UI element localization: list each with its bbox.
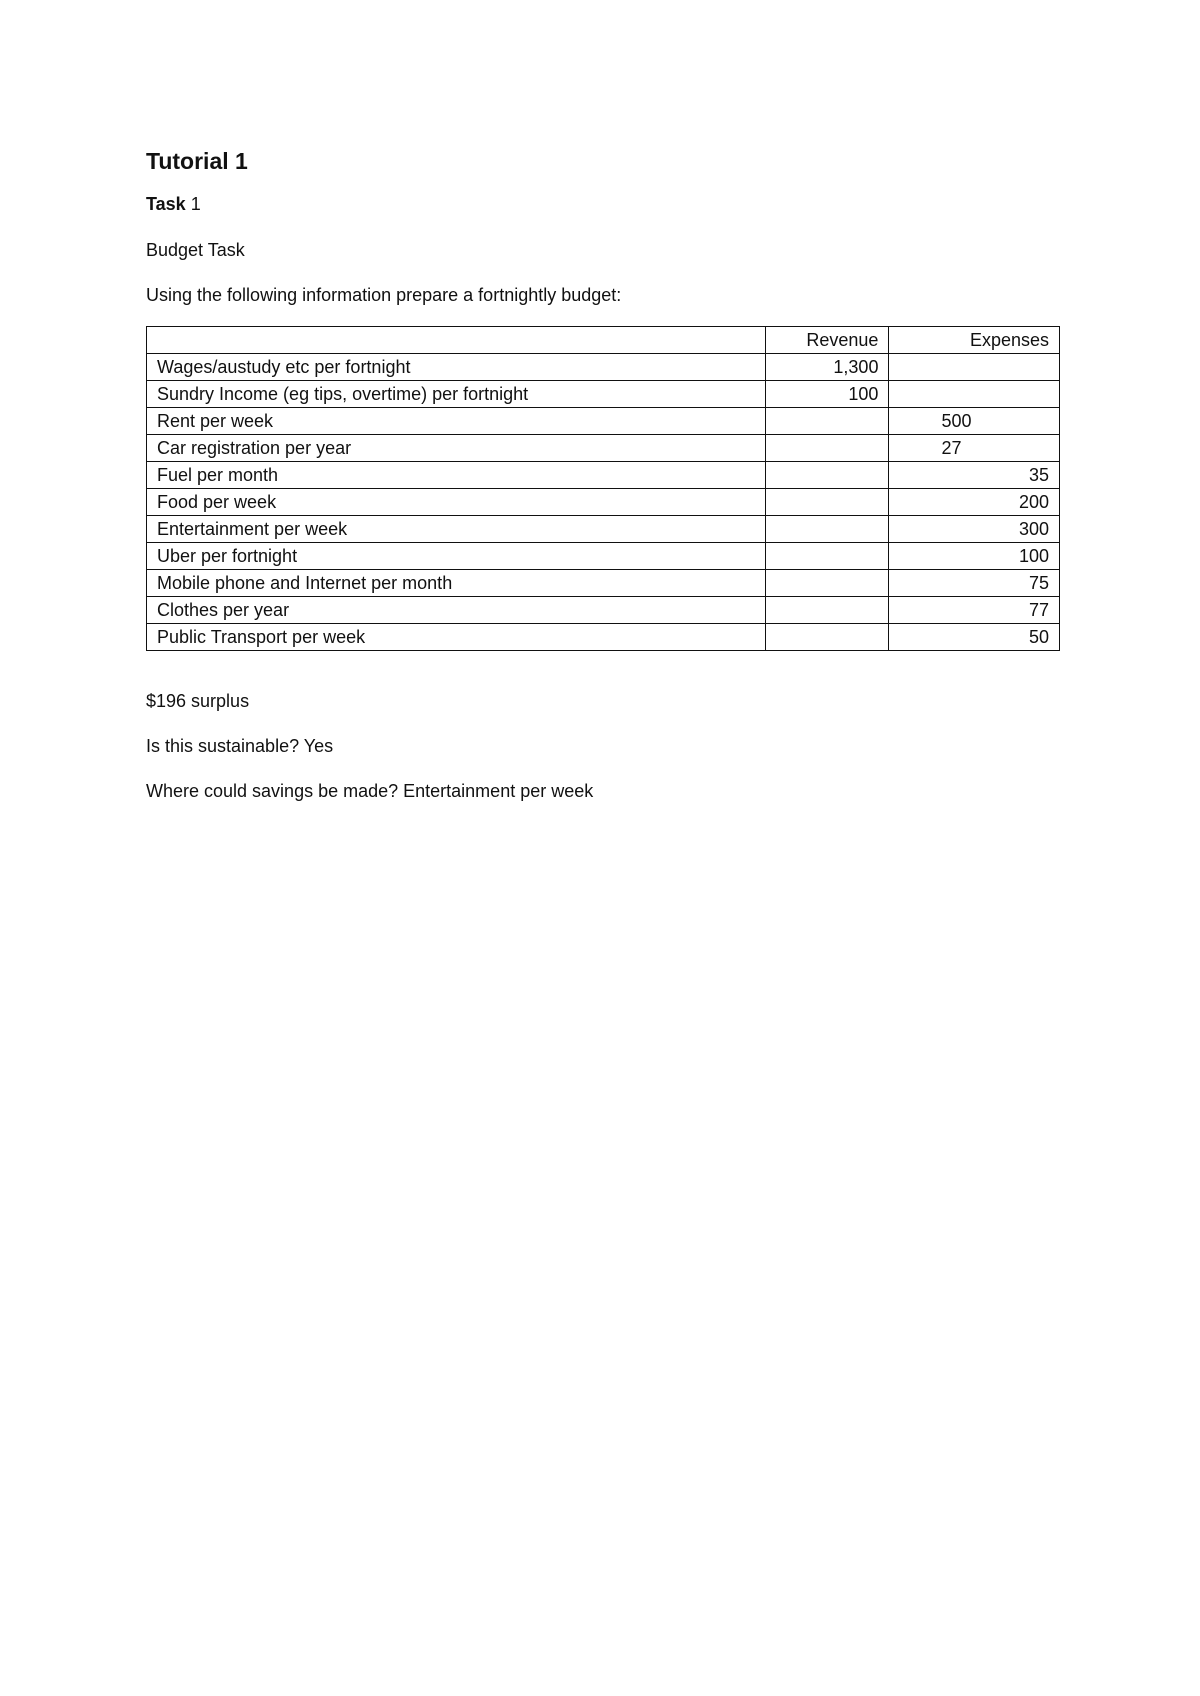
row-revenue: 100 [765,381,889,408]
row-label: Uber per fortnight [147,543,766,570]
row-expense: 77 [889,597,1060,624]
row-revenue [765,435,889,462]
row-expense: 100 [889,543,1060,570]
row-expense: 500 [889,408,1060,435]
table-row [147,462,1060,489]
task-label: Task [146,194,186,214]
table-row [147,516,1060,543]
header-revenue: Revenue [765,327,889,354]
table-row [147,354,1060,381]
table-row [147,597,1060,624]
row-expense: 300 [889,516,1060,543]
row-label: Car registration per year [147,435,766,462]
table-row [147,408,1060,435]
table-row [147,543,1060,570]
row-expense: 75 [889,570,1060,597]
row-revenue [765,543,889,570]
row-label: Entertainment per week [147,516,766,543]
row-label: Fuel per month [147,462,766,489]
table-row [147,570,1060,597]
row-revenue: 1,300 [765,354,889,381]
row-revenue [765,489,889,516]
row-label: Public Transport per week [147,624,766,651]
row-label: Rent per week [147,408,766,435]
table-row [147,489,1060,516]
savings-text: Where could savings be made? Entertainment per week [146,781,594,801]
row-revenue [765,570,889,597]
task-number: 1 [190,194,201,214]
surplus-text: $196 surplus [146,691,250,711]
budget-table [146,326,1060,651]
table-row [147,435,1060,462]
row-label: Mobile phone and Internet per month [147,570,766,597]
row-label: Food per week [147,489,766,516]
row-expense [889,381,1060,408]
row-expense: 50 [889,624,1060,651]
row-expense: 27 [889,435,1060,462]
row-expense: 200 [889,489,1060,516]
row-revenue [765,516,889,543]
sustainable-text: Is this sustainable? Yes [146,736,334,756]
row-label: Wages/austudy etc per fortnight [147,354,766,381]
subtitle: Budget Task [146,240,245,260]
header-expenses: Expenses [889,327,1060,354]
page-title: Tutorial 1 [146,148,248,174]
table-row [147,624,1060,651]
row-label: Clothes per year [147,597,766,624]
row-expense [889,354,1060,381]
row-revenue [765,462,889,489]
row-revenue [765,624,889,651]
header-description [147,327,766,354]
row-revenue [765,597,889,624]
row-revenue [765,408,889,435]
table-row [147,381,1060,408]
task-heading [146,192,1066,216]
row-label: Sundry Income (eg tips, overtime) per fortnight [147,381,766,408]
intro-text: Using the following information prepare a fortnightly budget: [146,285,622,305]
document-page [146,146,1066,803]
row-expense: 35 [889,462,1060,489]
table-header-row [147,327,1060,354]
